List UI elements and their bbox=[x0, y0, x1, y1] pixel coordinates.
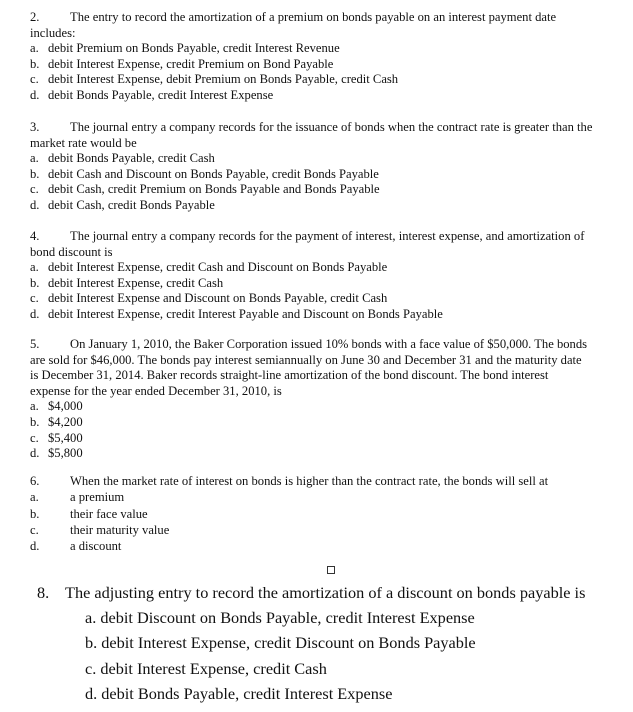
option-b: b. debit Cash and Discount on Bonds Payable, credit Bonds Payable bbox=[30, 166, 379, 181]
option-c: c. their maturity value bbox=[30, 522, 170, 537]
question-number: 5. bbox=[30, 337, 40, 351]
option-a: a. debit Discount on Bonds Payable, credit Interest Expense bbox=[85, 608, 475, 628]
question-4 bbox=[30, 229, 630, 323]
option-a: a. debit Interest Expense, credit Cash and Discount on Bonds Payable bbox=[30, 260, 388, 275]
question-number: 2. bbox=[30, 10, 40, 24]
option-a: a. a premium bbox=[30, 490, 125, 505]
question-3 bbox=[30, 120, 630, 214]
question-6-stem bbox=[30, 473, 630, 489]
option-b: b. debit Interest Expense, credit Discount on Bonds Payable bbox=[85, 633, 476, 653]
question-6 bbox=[30, 473, 630, 554]
option-d: d. debit Bonds Payable, credit Interest Expense bbox=[30, 87, 274, 102]
question-stem-line: The journal entry a company records for the issuance of bonds when the contract rate is greater than the bbox=[70, 120, 593, 134]
option-c: c. debit Interest Expense, credit Cash bbox=[85, 658, 327, 678]
option-c: c. debit Interest Expense, debit Premium on Bonds Payable, credit Cash bbox=[30, 72, 399, 87]
question-stem-line: are sold for $46,000. The bonds pay interest semiannually on June 30 and December 31 and the maturity date bbox=[30, 352, 582, 367]
option-b: b. debit Interest Expense, credit Premium on Bond Payable bbox=[30, 56, 334, 71]
option-d: d. debit Cash, credit Bonds Payable bbox=[30, 197, 215, 212]
question-3-stem bbox=[30, 120, 630, 136]
option-a: a. debit Bonds Payable, credit Cash bbox=[30, 151, 215, 166]
question-stem-line: bond discount is bbox=[30, 244, 113, 259]
question-stem-line: market rate would be bbox=[30, 135, 137, 150]
question-stem-line: expense for the year ended December 31, 2010, is bbox=[30, 383, 282, 398]
question-4-stem bbox=[30, 229, 630, 245]
square-icon bbox=[327, 566, 335, 574]
option-d: d. debit Bonds Payable, credit Interest Expense bbox=[85, 683, 393, 703]
question-stem-line: The adjusting entry to record the amortization of a discount on bonds payable is bbox=[65, 583, 586, 602]
question-stem-line: The journal entry a company records for the payment of interest, interest expense, and amortization of bbox=[70, 229, 585, 243]
option-c: c. debit Cash, credit Premium on Bonds Payable and Bonds Payable bbox=[30, 182, 380, 197]
question-stem-line: On January 1, 2010, the Baker Corporation issued 10% bonds with a face value of $50,000. The bonds bbox=[70, 337, 588, 351]
option-a: a. debit Premium on Bonds Payable, credit Interest Revenue bbox=[30, 41, 340, 56]
question-number: 6. bbox=[30, 474, 40, 488]
option-a: a. $4,000 bbox=[30, 399, 83, 414]
question-number: 3. bbox=[30, 120, 40, 134]
question-number: 4. bbox=[30, 229, 40, 243]
question-stem-line: The entry to record the amortization of a premium on bonds payable on an interest payment date bbox=[70, 10, 557, 24]
option-b: b. their face value bbox=[30, 506, 148, 521]
question-number: 8. bbox=[37, 583, 50, 602]
question-stem-line: is December 31, 2014. Baker records straight-line amortization of the bond discount. The bond interest bbox=[30, 368, 549, 383]
question-2 bbox=[30, 10, 630, 104]
question-8 bbox=[37, 580, 633, 706]
option-d: d. debit Interest Expense, credit Interest Payable and Discount on Bonds Payable bbox=[30, 306, 443, 321]
option-d: d. $5,800 bbox=[30, 446, 83, 461]
option-b: b. debit Interest Expense, credit Cash bbox=[30, 275, 224, 290]
option-b: b. $4,200 bbox=[30, 414, 83, 429]
question-5 bbox=[30, 337, 630, 462]
question-8-stem bbox=[37, 580, 633, 605]
question-2-stem bbox=[30, 10, 630, 26]
question-stem-line: includes: bbox=[30, 25, 76, 40]
question-5-stem bbox=[30, 337, 630, 353]
question-stem-line: When the market rate of interest on bonds is higher than the contract rate, the bonds will sell at bbox=[70, 474, 549, 488]
option-c: c. $5,400 bbox=[30, 430, 83, 445]
option-d: d. a discount bbox=[30, 539, 122, 554]
option-c: c. debit Interest Expense and Discount on Bonds Payable, credit Cash bbox=[30, 291, 388, 306]
